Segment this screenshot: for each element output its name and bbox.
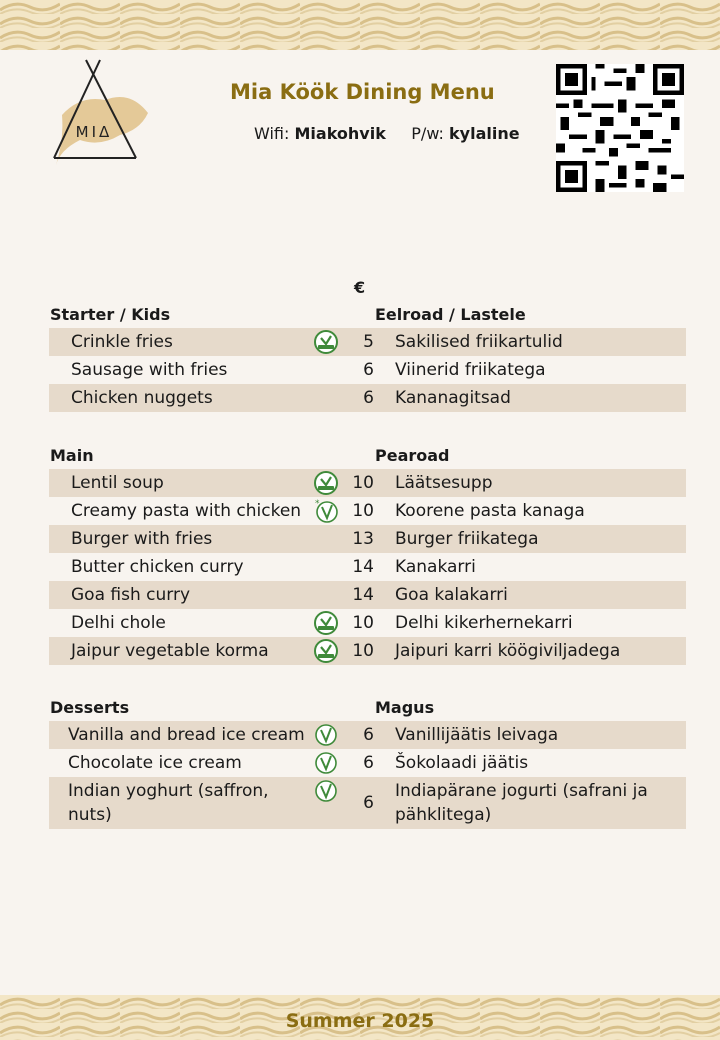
item-price: 6 (363, 793, 374, 813)
item-price: 14 (352, 557, 374, 577)
menu-item-row (49, 384, 686, 412)
vegan-badge-icon (314, 330, 338, 354)
item-name-et: Kananagitsad (395, 388, 511, 408)
decorative-wave-border-top (0, 0, 720, 50)
item-name-et: Kanakarri (395, 557, 476, 577)
item-price: 13 (352, 529, 374, 549)
item-name-et: Delhi kikerhernekarri (395, 613, 573, 633)
item-name-en: Burger with fries (71, 529, 213, 549)
menu-item-row (49, 777, 686, 829)
menu-item-row (49, 469, 686, 497)
item-name-en: Sausage with fries (71, 360, 228, 380)
qr-code[interactable] (556, 64, 684, 192)
item-name-et: Burger friikatega (395, 529, 539, 549)
item-name-et: Viinerid friikatega (395, 360, 546, 380)
item-name-en: Chicken nuggets (71, 388, 213, 408)
item-name-en: Creamy pasta with chicken (71, 501, 302, 521)
item-price: 10 (352, 641, 374, 661)
section-heading-main-et: Pearoad (375, 446, 450, 465)
item-name-et: Läätsesupp (395, 473, 493, 493)
menu-item-row (49, 553, 686, 581)
item-name-et: Šokolaadi jäätis (395, 753, 529, 773)
item-name-en: Chocolate ice cream (68, 753, 242, 773)
item-name-et: Goa kalakarri (395, 585, 508, 605)
item-name-et: Sakilised friikartulid (395, 332, 563, 352)
item-name-en: Crinkle fries (71, 332, 173, 352)
section-heading-starter-et: Eelroad / Lastele (375, 305, 526, 324)
vegan-badge-icon (314, 611, 338, 635)
wifi-password: kylaline (449, 124, 520, 143)
item-name-en: Lentil soup (71, 473, 164, 493)
menu-item-row (49, 721, 686, 749)
item-price: 6 (363, 753, 374, 773)
item-price: 5 (363, 332, 374, 352)
menu-item-row (49, 637, 686, 665)
logo-text: MIΔ (75, 123, 113, 141)
wifi-info (254, 124, 520, 143)
mia-logo (50, 55, 155, 185)
item-name-en: Vanilla and bread ice cream (68, 725, 305, 745)
menu-item-row (49, 581, 686, 609)
menu-item-row (49, 609, 686, 637)
footer-season: Summer 2025 (285, 1010, 435, 1032)
item-name-en: Indian yoghurt (saffron, nuts) (68, 781, 269, 825)
item-price: 6 (363, 725, 374, 745)
menu-item-row (49, 328, 686, 356)
item-price: 10 (352, 473, 374, 493)
menu-item-row (49, 356, 686, 384)
section-heading-starter: Starter / Kids (50, 305, 171, 324)
item-name-en: Delhi chole (71, 613, 166, 633)
section-heading-desserts-et: Magus (375, 698, 435, 717)
item-price: 14 (352, 585, 374, 605)
menu-title: Mia Köök Dining Menu (230, 80, 495, 104)
item-name-et: Jaipuri karri köögiviljadega (395, 641, 621, 661)
item-name-et: Koorene pasta kanaga (395, 501, 585, 521)
item-price: 10 (352, 613, 374, 633)
item-name-en: Goa fish curry (71, 585, 190, 605)
item-name-et: Vanillijäätis leivaga (395, 725, 559, 745)
item-price: 6 (363, 360, 374, 380)
menu-item-row (49, 497, 686, 525)
vegetarian-v-icon (314, 779, 338, 803)
wifi-name: Miakohvik (294, 124, 386, 143)
currency-symbol: € (354, 278, 366, 297)
menu-item-row (49, 525, 686, 553)
item-name-en: Jaipur vegetable korma (71, 641, 269, 661)
wifi-label: Wifi: (254, 124, 290, 143)
password-label: P/w: (411, 124, 444, 143)
svg-text:*: * (315, 499, 320, 509)
vegetarian-v-icon (314, 751, 338, 775)
vegan-badge-icon (314, 639, 338, 663)
item-name-en: Butter chicken curry (71, 557, 244, 577)
section-heading-main: Main (50, 446, 94, 465)
vegan-badge-icon (314, 471, 338, 495)
section-heading-desserts: Desserts (50, 698, 130, 717)
vegetarian-v-asterisk-icon (314, 499, 338, 523)
vegetarian-v-icon (314, 723, 338, 747)
item-price: 6 (363, 388, 374, 408)
item-price: 10 (352, 501, 374, 521)
menu-item-row (49, 749, 686, 777)
item-name-et: Indiapärane jogurti (safrani ja pähklitega) (395, 781, 648, 825)
